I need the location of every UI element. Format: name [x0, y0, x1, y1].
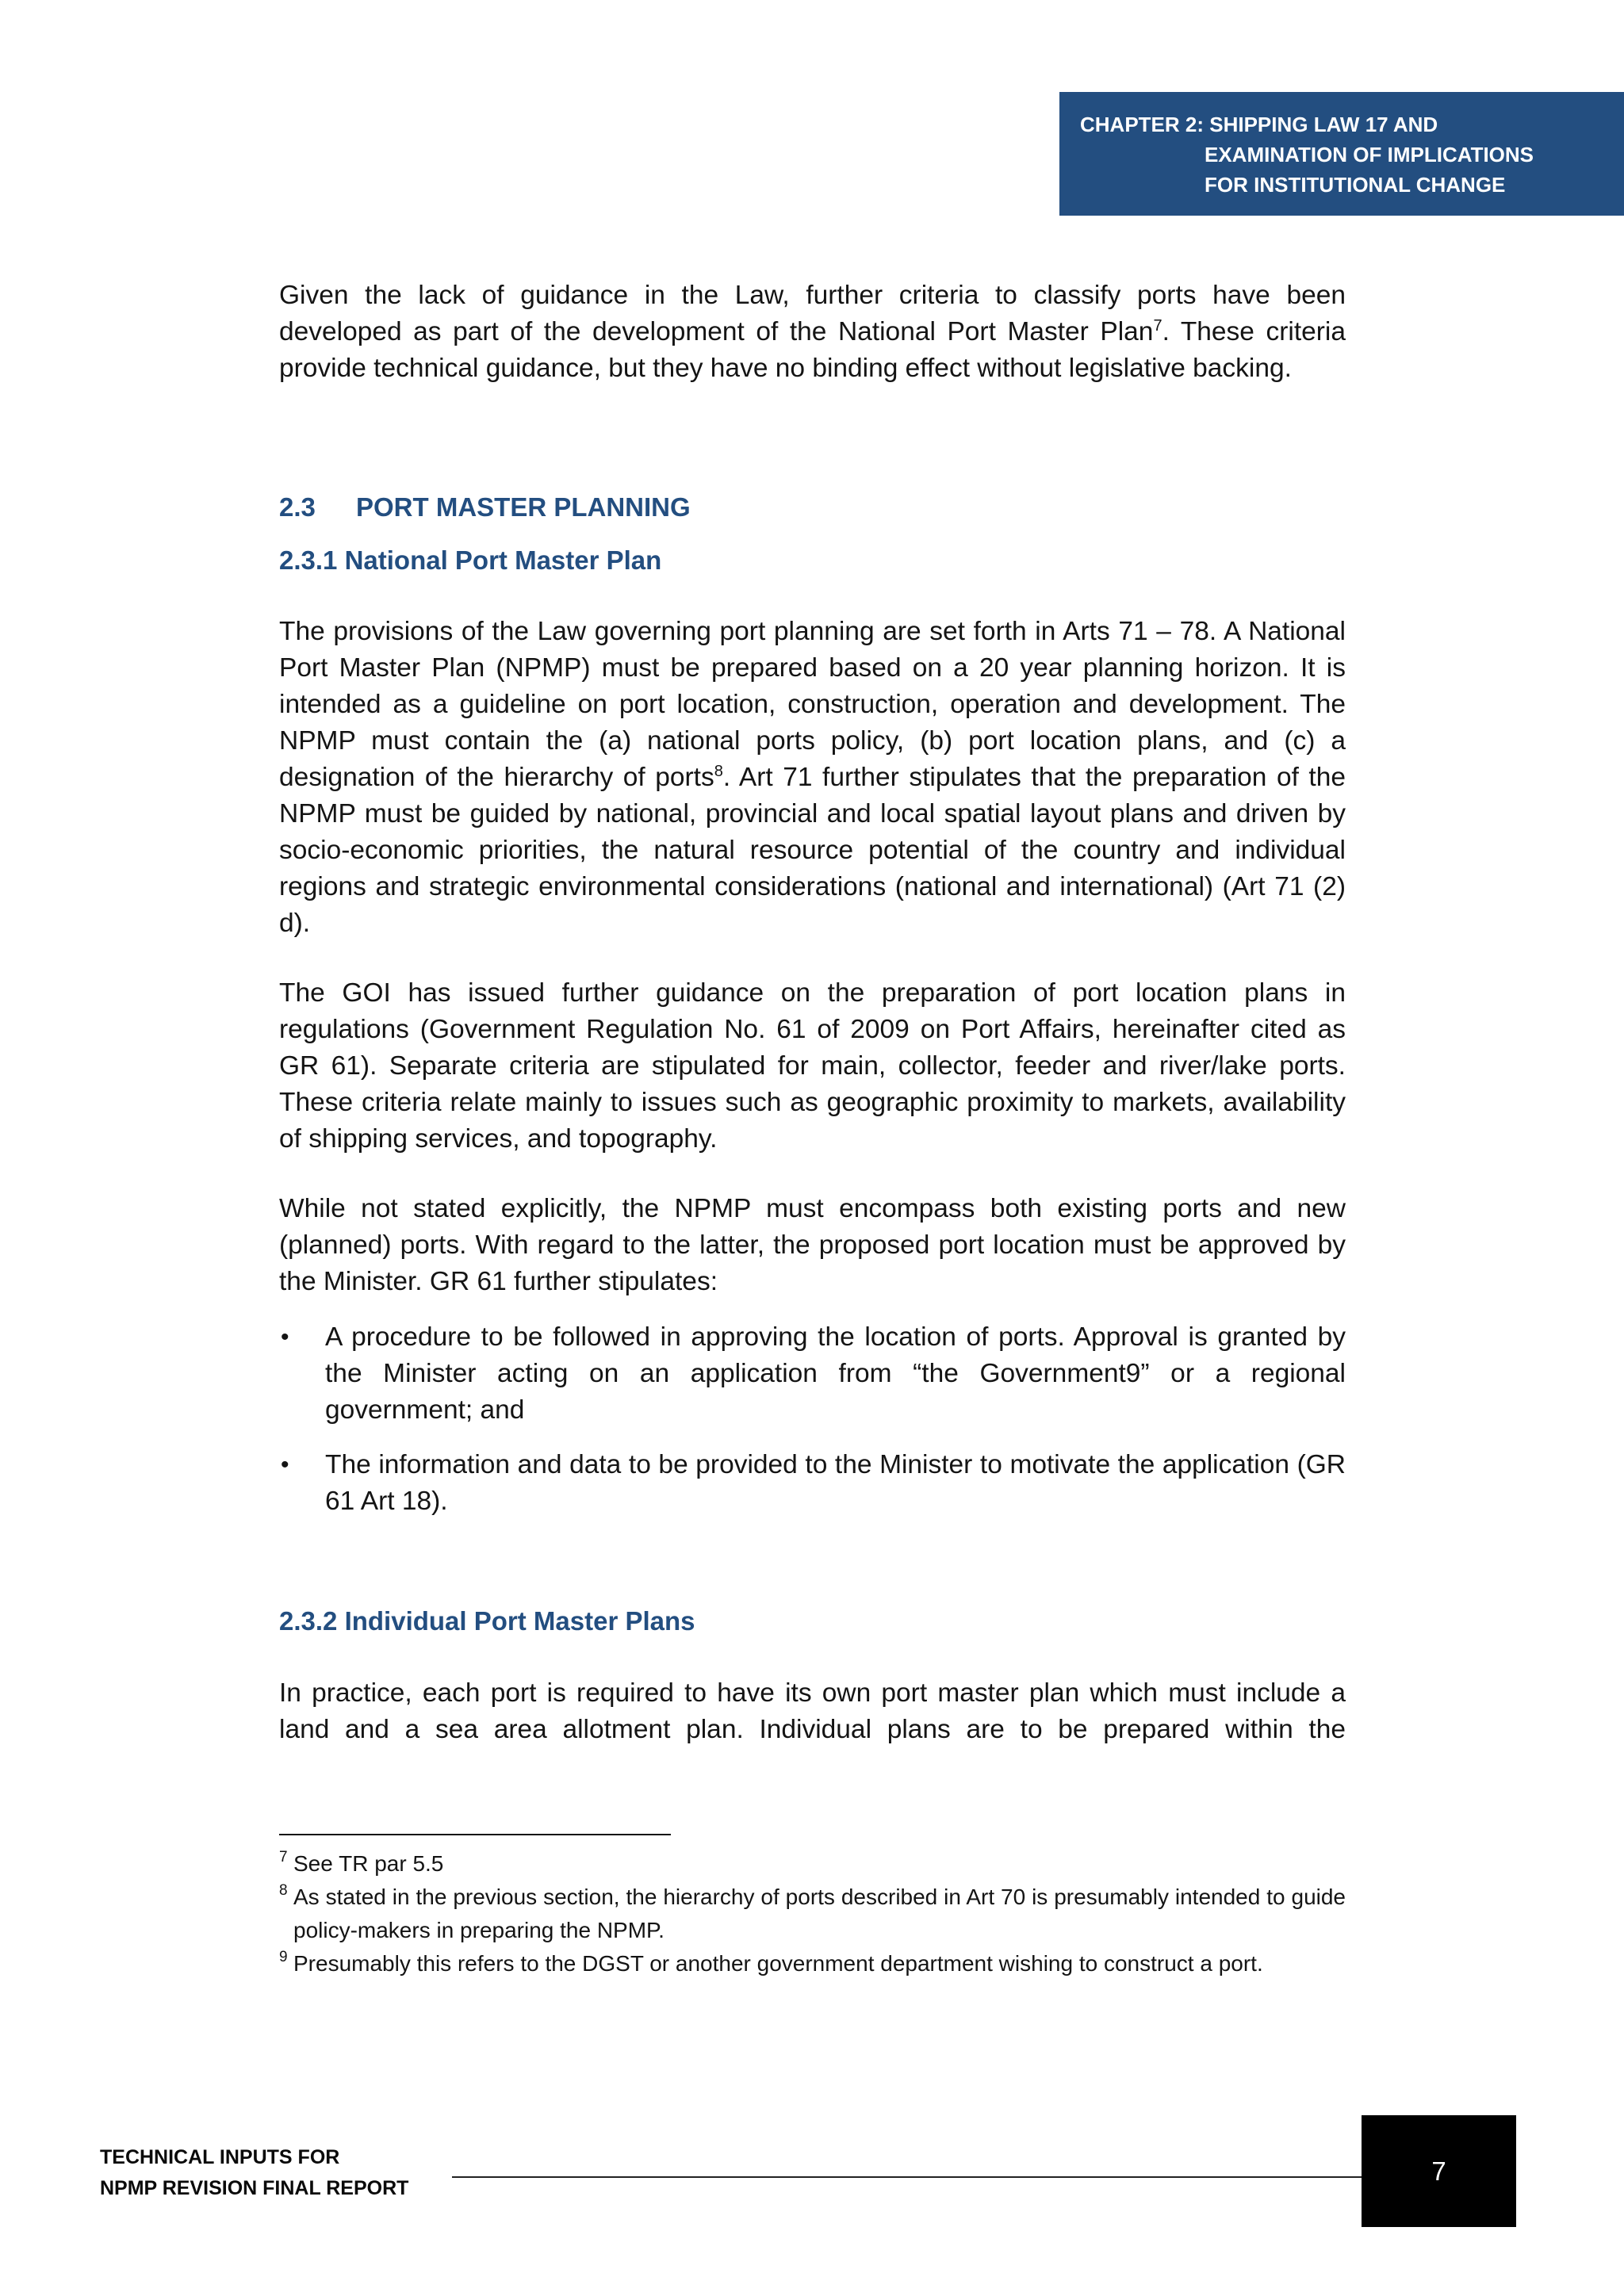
footnote-7 [279, 1847, 1346, 1881]
chapter-title-line-3: FOR INSTITUTIONAL CHANGE [1205, 173, 1506, 197]
footnote-9 [279, 1947, 1346, 1980]
footnote-number: 7 [279, 1849, 288, 1866]
bullet-icon: • [281, 1324, 289, 1350]
footer-title-line-1: TECHNICAL INPUTS FOR [100, 2146, 340, 2168]
footer-report-title [100, 2142, 408, 2204]
section-number: 2.3 [279, 492, 316, 522]
footnote-divider [279, 1834, 671, 1835]
npmp-paragraph-2: The GOI has issued further guidance on the preparation of port location plans in regulations (Government Regulation No. 61 of 2009 on Port Affairs, hereinafter cited as GR 61). Separate criteria are stipulated for main, collector, feeder and river/lake ports. These criteria relate mainly to issues such as geographic proximity to markets, availability of shipping services, and topography. [279, 978, 1346, 1154]
section-title: PORT MASTER PLANNING [356, 492, 691, 522]
chapter-banner [1059, 92, 1624, 216]
npmp-paragraph-1-text-b: . Art 71 further stipulates that the preparation of the NPMP must be guided by national, provincial and local spatial layout plans and driven by socio-economic priorities, the natural resource potential of the country and individual regions and strategic environmental considerations (national and international) (Art 71 (2) d). [279, 763, 1346, 938]
subsection-heading-2-3-1: 2.3.1 National Port Master Plan [279, 545, 662, 575]
footnote-number: 8 [279, 1882, 288, 1899]
footnote-text: Presumably this refers to the DGST or another government department wishing to construct a port. [293, 1951, 1263, 1976]
footnote-text: See TR par 5.5 [293, 1851, 444, 1876]
list-item [279, 1319, 1346, 1429]
subsection-heading-2-3-2: 2.3.2 Individual Port Master Plans [279, 1606, 695, 1636]
footer-title-line-2: NPMP REVISION FINAL REPORT [100, 2177, 409, 2199]
intro-paragraph [279, 277, 1346, 387]
chapter-title-line-1: CHAPTER 2: SHIPPING LAW 17 AND [1080, 113, 1438, 136]
footnotes [279, 1847, 1346, 1980]
page-number: 7 [1362, 2115, 1516, 2227]
intro-text-a: Given the lack of guidance in the Law, further criteria to classify ports have been developed as part of the development of the National Port Master Plan [279, 281, 1346, 346]
footnote-8 [279, 1881, 1346, 1947]
chapter-title-line-2: EXAMINATION OF IMPLICATIONS [1205, 143, 1534, 166]
npmp-paragraph-3: While not stated explicitly, the NPMP must encompass both existing ports and new (planned) ports. With regard to the latter, the proposed port location must be approved by the Minister. GR 61 further stipulates: [279, 1194, 1346, 1296]
list-item-text: A procedure to be followed in approving the location of ports. Approval is granted by the Minister acting on an application from “the Government9” or a regional government; and [325, 1322, 1346, 1425]
individual-plans-paragraph: In practice, each port is required to have its own port master plan which must include a land and a sea area allotment plan. Individual plans are to be prepared within the [279, 1678, 1346, 1744]
footnote-number: 9 [279, 1949, 288, 1965]
list-item [279, 1447, 1346, 1520]
bullet-icon: • [281, 1452, 289, 1478]
footnote-text: As stated in the previous section, the hierarchy of ports described in Art 70 is presumably intended to guide policy-makers in preparing the NPMP. [293, 1885, 1346, 1942]
list-item-text: The information and data to be provided to the Minister to motivate the application (GR 61 Art 18). [325, 1450, 1346, 1516]
npmp-paragraph-1 [279, 614, 1346, 942]
intro-text-b: . These criteria provide technical guidance, but they have no binding effect without legislative backing. [279, 317, 1346, 383]
footer-divider [452, 2176, 1362, 2178]
footnote-ref-7[interactable]: 7 [1153, 316, 1162, 335]
npmp-paragraph-1-text-a: The provisions of the Law governing port planning are set forth in Arts 71 – 78. A National Port Master Plan (NPMP) must be prepared based on a 20 year planning horizon. It is intended as a guideline on port location, construction, operation and development. The NPMP must contain the (a) national ports policy, (b) port location plans, and (c) a designation of the hierarchy of ports [279, 617, 1346, 792]
footnote-ref-8[interactable]: 8 [714, 762, 723, 780]
section-heading-2-3 [279, 492, 691, 522]
